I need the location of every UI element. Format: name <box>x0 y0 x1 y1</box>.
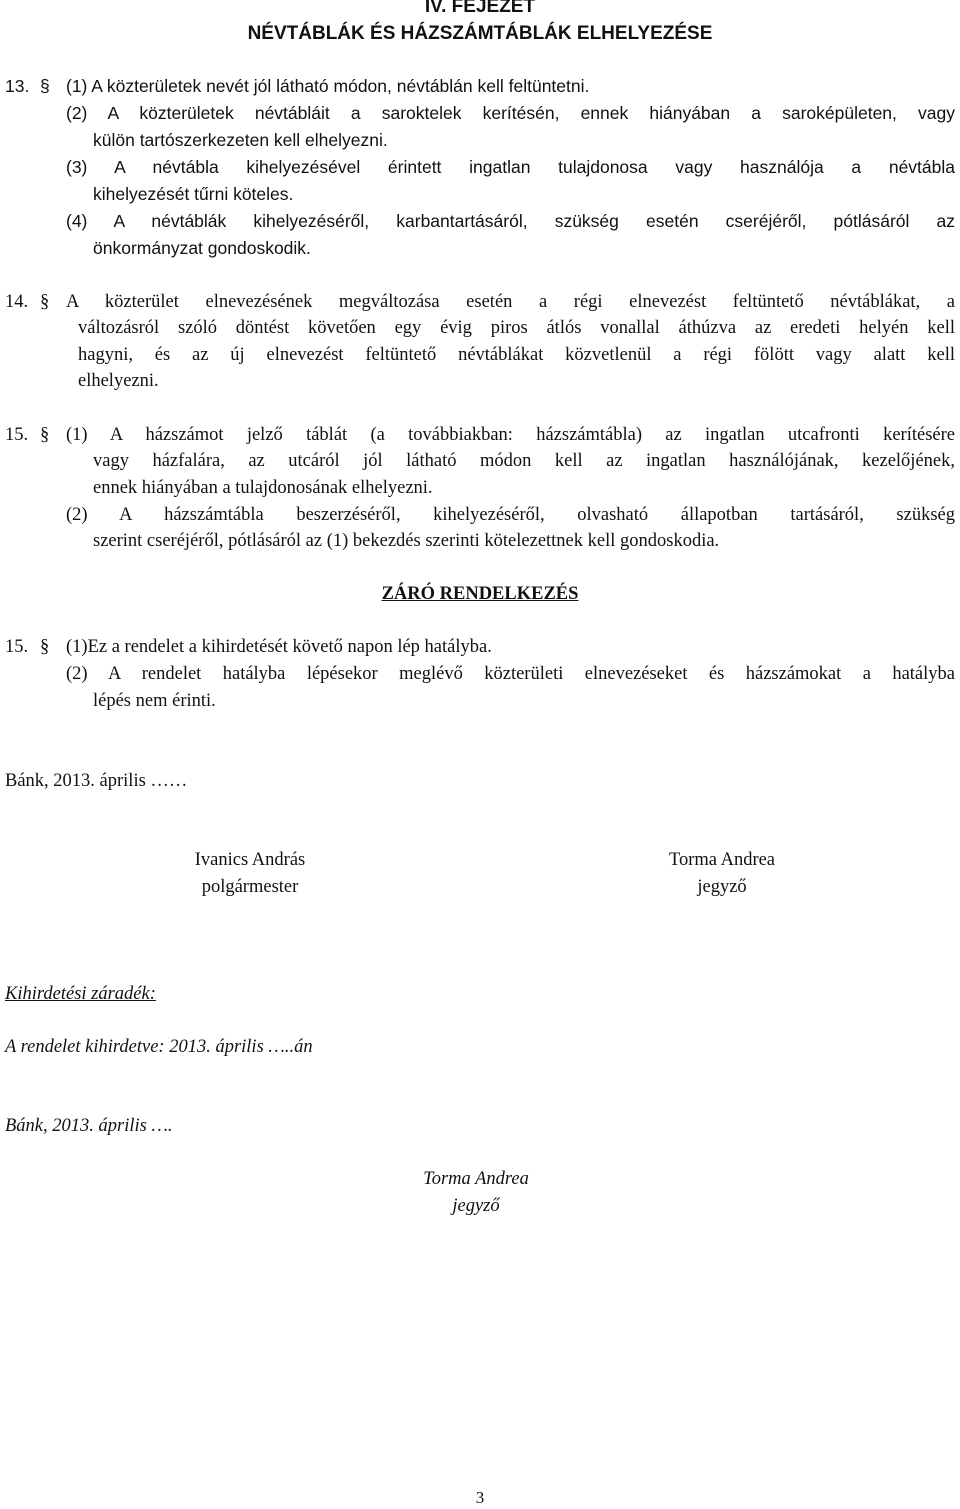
s13-paragraph-3-line-2: kihelyezését tűrni köteles. <box>93 184 294 204</box>
closing-paragraph-2-line-1: (2) A rendelet hatályba lépésekor meglévő közterületi elnevezéseket és házszámokat a hatályba <box>66 664 955 684</box>
announcement-place-date: Bánk, 2013. április …. <box>5 1116 173 1136</box>
announcement-signer-name: Torma Andrea <box>423 1169 529 1189</box>
closing-heading: ZÁRÓ RENDELKEZÉS <box>381 584 579 604</box>
s14-line-1: A közterület elnevezésének megváltozása esetén a régi elnevezést feltüntető névtáblákat, a <box>66 292 955 312</box>
announcement-heading: Kihirdetési záradék: <box>5 984 156 1004</box>
chapter-number: IV. FEJEZET <box>424 0 536 17</box>
s15-paragraph-1-line-3: ennek hiányában a tulajdonosának elhelyezni. <box>93 478 433 498</box>
announcement-text: A rendelet kihirdetve: 2013. április …..án <box>5 1037 313 1057</box>
s14-line-4: elhelyezni. <box>78 371 159 391</box>
page-number: 3 <box>475 1488 485 1507</box>
s13-paragraph-4-line-2: önkormányzat gondoskodik. <box>93 238 311 258</box>
announcement-signer-title: jegyző <box>452 1196 500 1216</box>
section-15-number: 15. <box>5 637 29 657</box>
closing-paragraph-1: (1)Ez a rendelet a kihirdetését követő napon lép hatályba. <box>66 637 492 657</box>
section-15-number: 15. <box>5 425 29 445</box>
s13-paragraph-4-line-1: (4) A névtáblák kihelyezéséről, karbantartásáról, szükség esetén cseréjéről, pótlásáról az <box>66 211 955 231</box>
s15-paragraph-2-line-2: szerint cseréjéről, pótlásáról az (1) bekezdés szerinti kötelezettnek kell gondoskodia. <box>93 531 720 551</box>
section-sign: § <box>40 76 50 96</box>
notary-title: jegyző <box>697 877 747 897</box>
section-14-number: 14. <box>5 292 29 312</box>
s15-paragraph-1-line-2: vagy házfalára, az utcáról jól látható módon kell az ingatlan használójának, kezelőjének, <box>93 451 955 471</box>
mayor-name: Ivanics András <box>194 850 306 870</box>
s14-line-2: változásról szóló döntést követően egy évig piros átlós vonallal áthúzva az eredeti helyén kell <box>78 318 955 338</box>
s15-paragraph-2-line-1: (2) A házszámtábla beszerzéséről, kihelyezéséről, olvasható állapotban tartásáról, szükség <box>66 505 955 525</box>
mayor-title: polgármester <box>201 877 299 897</box>
s13-paragraph-1: (1) A közterületek nevét jól látható módon, névtáblán kell feltüntetni. <box>66 76 590 96</box>
section-13-number: 13. <box>5 76 30 96</box>
s13-paragraph-2-line-1: (2) A közterületek névtábláit a saroktelek kerítésén, ennek hiányában a saroképületen, vagy <box>66 103 955 123</box>
section-sign: § <box>40 292 50 312</box>
s15-paragraph-1-line-1: (1) A házszámot jelző táblát (a továbbiakban: házszámtábla) az ingatlan utcafronti kerítésére <box>66 425 955 445</box>
place-date: Bánk, 2013. április …… <box>5 771 188 791</box>
s14-line-3: hagyni, és az új elnevezést feltüntető névtáblákat közvetlenül a régi fölött vagy alatt kell <box>78 345 955 365</box>
section-sign: § <box>40 425 50 445</box>
section-sign: § <box>40 637 50 657</box>
chapter-title: NÉVTÁBLÁK ÉS HÁZSZÁMTÁBLÁK ELHELYEZÉSE <box>247 23 713 44</box>
closing-paragraph-2-line-2: lépés nem érinti. <box>93 691 216 711</box>
notary-name: Torma Andrea <box>668 850 776 870</box>
s13-paragraph-3-line-1: (3) A névtábla kihelyezésével érintett ingatlan tulajdonosa vagy használója a névtábla <box>66 157 955 177</box>
s13-paragraph-2-line-2: külön tartószerkezeten kell elhelyezni. <box>93 130 388 150</box>
